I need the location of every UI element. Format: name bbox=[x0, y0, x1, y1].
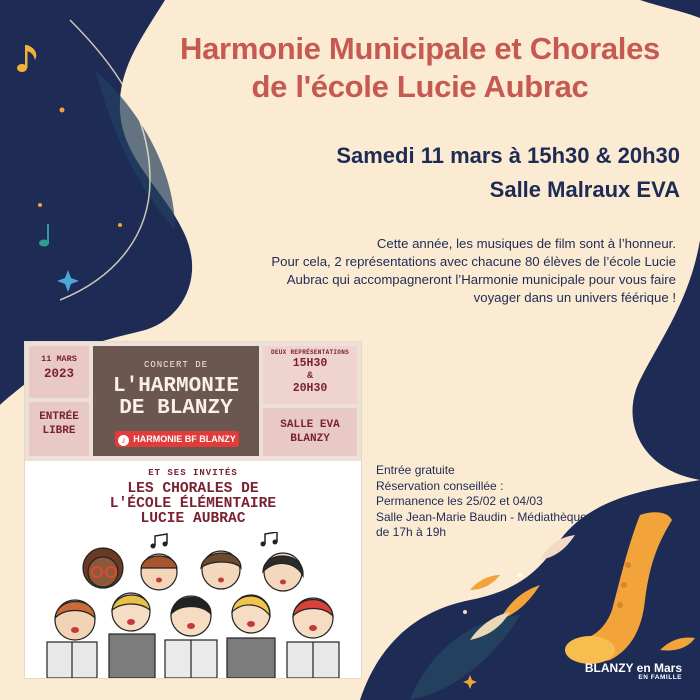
top-right-navy-corner bbox=[640, 0, 700, 18]
poster-salle-line-1: SALLE EVA bbox=[280, 419, 340, 431]
poster-salle-line-2: BLANZY bbox=[290, 433, 330, 445]
poster-choral-line-3: LUCIE AUBRAC bbox=[140, 511, 246, 527]
description-line-1: Cette année, les musiques de film sont à l’honneur. bbox=[376, 236, 676, 251]
title-line-1: Harmonie Municipale et Chorales bbox=[180, 31, 660, 66]
poster-main-title bbox=[93, 376, 259, 420]
poster-main-line-2: DE BLANZY bbox=[119, 397, 233, 420]
info-line-1: Entrée gratuite bbox=[376, 463, 455, 477]
floating-note-icons bbox=[155, 532, 277, 546]
treble-clef-icon: ♪ bbox=[118, 435, 129, 446]
page-title bbox=[150, 30, 690, 106]
harmonie-badge bbox=[115, 431, 239, 447]
poster-choral-line-2: L'ÉCOLE ÉLÉMENTAIRE bbox=[109, 496, 277, 512]
title-line-2: de l'école Lucie Aubrac bbox=[251, 69, 589, 104]
blanzy-en-mars-logo bbox=[532, 662, 682, 682]
poster-concert-label: CONCERT DE bbox=[143, 360, 208, 370]
description-line-4: voyager dans un univers féérique ! bbox=[473, 290, 676, 305]
poster-entry-cell bbox=[29, 402, 89, 456]
poster-time-2: 20H30 bbox=[292, 382, 328, 395]
info-line-2: Réservation conseillée : bbox=[376, 478, 504, 493]
practical-info bbox=[376, 463, 636, 541]
poster-date-line-2: 2023 bbox=[43, 367, 74, 381]
poster-date-line-1: 11 MARS bbox=[41, 354, 77, 364]
poster-salle-cell bbox=[263, 408, 357, 456]
poster-entry-line-1: ENTRÉE bbox=[39, 411, 79, 423]
poster-times-cell bbox=[263, 346, 357, 404]
event-date: Samedi 11 mars à 15h30 & 20h30 bbox=[336, 143, 680, 168]
poster-reps-label: DEUX REPRÉSENTATIONS bbox=[270, 349, 349, 356]
description-line-2: Pour cela, 2 représentations avec chacune 80 élèves de l’école Lucie bbox=[271, 254, 676, 269]
event-description bbox=[160, 235, 676, 307]
description-line-3: Aubrac qui accompagneront l’Harmonie municipale pour vous faire bbox=[286, 272, 676, 287]
poster-amp: & bbox=[306, 371, 313, 382]
poster-invites-label: ET SES INVITÉS bbox=[148, 468, 238, 478]
info-line-4: Salle Jean-Marie Baudin - Médiathèque bbox=[376, 509, 587, 524]
info-line-3: Permanence les 25/02 et 04/03 bbox=[376, 494, 543, 509]
harmonie-badge-label: HARMONIE BF BLANZY bbox=[133, 434, 236, 444]
poster-date-cell bbox=[29, 346, 89, 398]
poster-time-1: 15H30 bbox=[292, 357, 328, 370]
poster-entry-line-2: LIBRE bbox=[42, 425, 76, 437]
singing-children-illustration bbox=[25, 532, 361, 678]
brand-name: BLANZY en Mars bbox=[584, 661, 682, 675]
event-venue: Salle Malraux EVA bbox=[489, 177, 680, 202]
concert-poster bbox=[25, 342, 361, 678]
poster-choral-title bbox=[25, 482, 361, 527]
info-line-5: de 17h à 19h bbox=[376, 525, 447, 540]
brand-subtitle: EN FAMILLE bbox=[638, 674, 682, 681]
poster-main-cell bbox=[93, 346, 259, 456]
poster-main-line-1: L'HARMONIE bbox=[112, 375, 240, 398]
poster-choral-line-1: LES CHORALES DE bbox=[127, 481, 259, 497]
